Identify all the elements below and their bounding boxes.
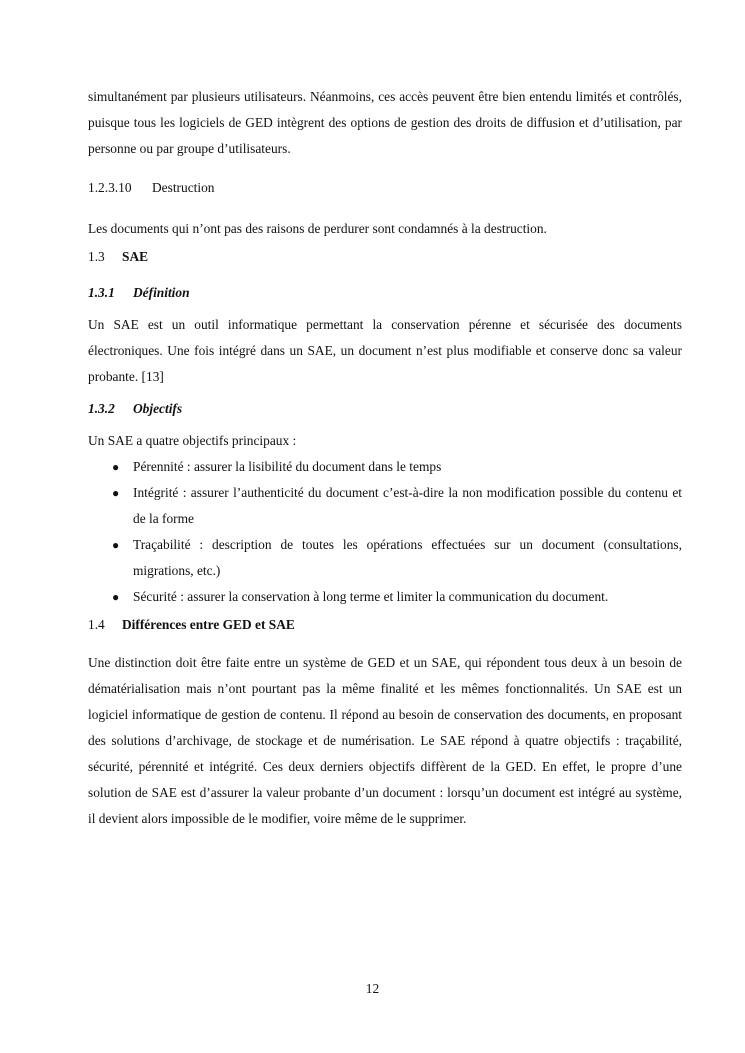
heading-differences-number: 1.4 [88, 617, 105, 632]
destruction-paragraph: Les documents qui n’ont pas des raisons de perdurer sont condamnés à la destruction. [88, 221, 547, 236]
bullet-icon: ● [112, 538, 120, 552]
page-number: 12 [365, 981, 380, 996]
heading-sae-title: SAE [122, 249, 149, 264]
heading-sae-number: 1.3 [88, 249, 105, 264]
heading-definition-number: 1.3.1 [88, 285, 115, 300]
list-item [88, 532, 682, 584]
heading-destruction [88, 175, 682, 201]
heading-definition [88, 280, 682, 306]
bullet-icon: ● [112, 590, 120, 604]
heading-destruction-number: 1.2.3.10 [88, 180, 132, 195]
objectifs-intro-paragraph: Un SAE a quatre objectifs principaux : [88, 433, 297, 448]
list-item-text: Intégrité : assurer l’authenticité du document c’est-à-dire la non modification possible du contenu et de la forme [133, 485, 682, 526]
heading-objectifs-number: 1.3.2 [88, 401, 115, 416]
list-item [88, 454, 682, 480]
bullet-icon: ● [112, 486, 120, 500]
list-item [88, 480, 682, 532]
differences-paragraph: Une distinction doit être faite entre un système de GED et un SAE, qui répondent tous deux à un besoin de dématérialisation mais n’ont pourtant pas la même finalité et les mêmes fonctionnalités. Un SAE est un logiciel informatique de gestion de contenu. Il répond au besoin de conservation des documents, en proposant des solutions d’archivage, de stockage et de numérisation. Le SAE répond à quatre objectifs : traçabilité, sécurité, pérennité et intégrité. Ces deux derniers objectifs diffèrent de la GED. En effet, le propre d’une solution de SAE est d’assurer la valeur probante d’un document : lorsqu’un document est intégré au système, il devient alors impossible de le modifier, voire même de le supprimer. [88, 655, 682, 826]
list-item-text: Sécurité : assurer la conservation à long terme et limiter la communication du document. [133, 589, 609, 604]
heading-destruction-title: Destruction [152, 180, 215, 195]
objectives-list [88, 454, 682, 610]
heading-differences-title: Différences entre GED et SAE [122, 617, 295, 632]
heading-sae [88, 244, 682, 270]
list-item-text: Pérennité : assurer la lisibilité du document dans le temps [133, 459, 442, 474]
definition-paragraph: Un SAE est un outil informatique permettant la conservation pérenne et sécurisée des documents électroniques. Une fois intégré dans un SAE, un document n’est plus modifiable et conserve donc sa valeur probante. [13] [88, 317, 682, 384]
list-item-text: Traçabilité : description de toutes les opérations effectuées sur un document (consultations, migrations, etc.) [133, 537, 682, 578]
heading-objectifs-title: Objectifs [133, 401, 183, 416]
list-item [88, 584, 682, 610]
bullet-icon: ● [112, 460, 120, 474]
heading-definition-title: Définition [133, 285, 190, 300]
intro-paragraph: simultanément par plusieurs utilisateurs. Néanmoins, ces accès peuvent être bien entendu limités et contrôlés, puisque tous les logiciels de GED intègrent des options de gestion des droits de diffusion et d’utilisation, par personne ou par groupe d’utilisateurs. [88, 89, 682, 156]
heading-differences [88, 612, 682, 638]
heading-objectifs [88, 396, 682, 422]
document-page [88, 84, 682, 832]
